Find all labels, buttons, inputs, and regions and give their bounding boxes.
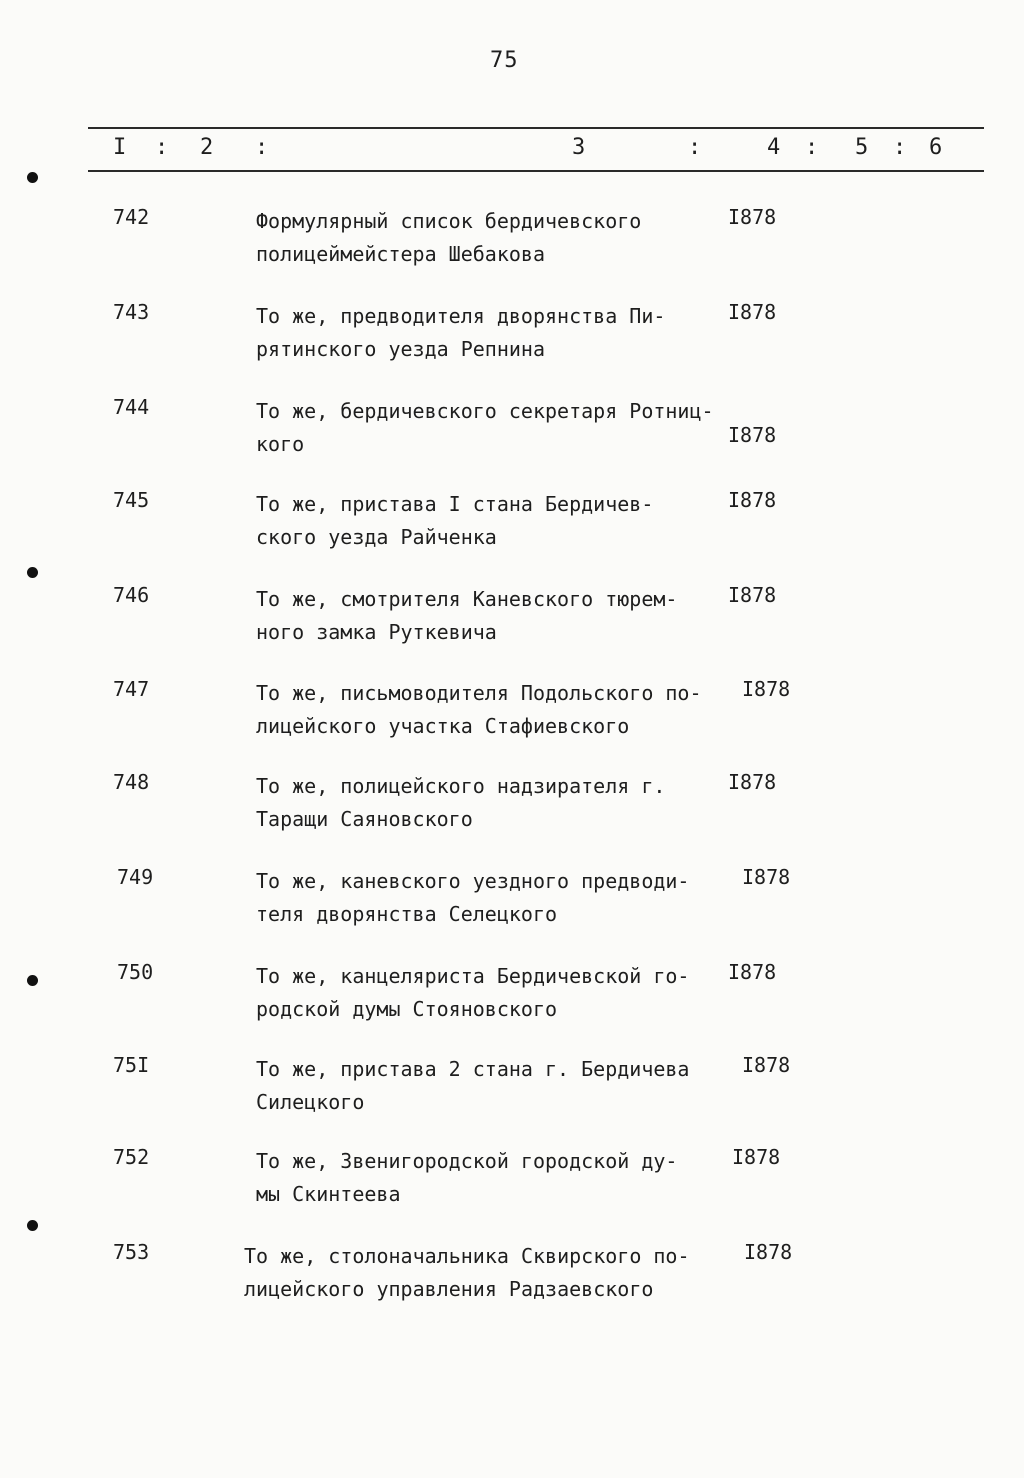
description-line: Таращи Саяновского — [256, 807, 473, 831]
column-separator: : — [805, 135, 819, 160]
entry-description — [256, 1053, 736, 1119]
column-separator: : — [893, 135, 907, 160]
description-line: теля дворянства Селецкого — [256, 902, 558, 926]
page-number: 75 — [490, 48, 519, 73]
entry-description — [256, 300, 736, 366]
description-line: мы Скинтеева — [256, 1182, 401, 1206]
column-separator: : — [255, 135, 269, 160]
entry-year: I878 — [728, 488, 777, 512]
entry-number: 749 — [117, 865, 154, 889]
entry-number: 747 — [113, 677, 150, 701]
entry-description — [256, 770, 736, 836]
column-separator: : — [688, 135, 702, 160]
binding-hole — [27, 975, 38, 986]
binding-hole — [27, 567, 38, 578]
list-item — [0, 488, 1024, 568]
entry-number: 746 — [113, 583, 150, 607]
column-separator: : — [155, 135, 169, 160]
list-item — [0, 205, 1024, 285]
entry-description — [256, 583, 736, 649]
entry-year: I878 — [744, 1240, 793, 1264]
entry-description — [244, 1240, 724, 1306]
description-line: То же, пристава 2 стана г. Бердичева — [256, 1057, 690, 1081]
description-line: родской думы Стояновского — [256, 997, 558, 1021]
entry-description — [256, 677, 736, 743]
entry-description — [256, 1145, 736, 1211]
table-top-rule — [88, 127, 984, 129]
entry-year: I878 — [728, 770, 777, 794]
description-line: полицеймейстера Шебакова — [256, 242, 545, 266]
entry-number: 75I — [113, 1053, 150, 1077]
list-item — [0, 770, 1024, 850]
list-item — [0, 1240, 1024, 1320]
entry-number: 743 — [113, 300, 150, 324]
entry-year: I878 — [742, 1053, 791, 1077]
entry-description — [256, 865, 736, 931]
list-item — [0, 677, 1024, 757]
description-line: То же, полицейского надзирателя г. — [256, 774, 666, 798]
list-item — [0, 583, 1024, 663]
list-item — [0, 960, 1024, 1040]
column-header-1: I — [113, 135, 127, 160]
binding-hole — [27, 172, 38, 183]
list-item — [0, 865, 1024, 945]
column-header-6: 6 — [929, 135, 943, 160]
column-header-4: 4 — [767, 135, 781, 160]
column-header-5: 5 — [855, 135, 869, 160]
binding-hole — [27, 1220, 38, 1231]
entry-number: 753 — [113, 1240, 150, 1264]
description-line: То же, смотрителя Каневского тюрем- — [256, 587, 678, 611]
entry-number: 742 — [113, 205, 150, 229]
description-line: То же, предводителя дворянства Пи- — [256, 304, 666, 328]
description-line: То же, письмоводителя Подольского по- — [256, 681, 702, 705]
entry-number: 752 — [113, 1145, 150, 1169]
description-line: То же, бердичевского секретаря Ротниц- — [256, 399, 714, 423]
entry-year: I878 — [728, 205, 777, 229]
column-header-2: 2 — [200, 135, 214, 160]
entry-number: 745 — [113, 488, 150, 512]
list-item — [0, 1145, 1024, 1225]
entry-year: I878 — [742, 865, 791, 889]
entry-description — [256, 488, 736, 554]
list-item — [0, 395, 1024, 475]
entry-year: I878 — [732, 1145, 781, 1169]
entry-number: 748 — [113, 770, 150, 794]
entry-year: I878 — [728, 300, 777, 324]
entry-year: I878 — [728, 583, 777, 607]
description-line: лицейского управления Радзаевского — [244, 1277, 654, 1301]
column-header-3: 3 — [572, 135, 586, 160]
table-bottom-rule — [88, 170, 984, 172]
entry-year: I878 — [742, 677, 791, 701]
description-line: То же, канцеляриста Бердичевской го- — [256, 964, 690, 988]
list-item — [0, 300, 1024, 380]
description-line: лицейского участка Стафиевского — [256, 714, 630, 738]
entry-number: 750 — [117, 960, 154, 984]
description-line: Силецкого — [256, 1090, 365, 1114]
entry-number: 744 — [113, 395, 150, 419]
list-item — [0, 1053, 1024, 1133]
entry-description — [256, 205, 736, 271]
entry-description — [256, 395, 736, 461]
entry-year: I878 — [728, 960, 777, 984]
entry-description — [256, 960, 736, 1026]
description-line: рятинского уезда Репнина — [256, 337, 545, 361]
description-line: кого — [256, 432, 305, 456]
description-line: Формулярный список бердичевского — [256, 209, 642, 233]
description-line: ного замка Руткевича — [256, 620, 497, 644]
entry-year: I878 — [728, 423, 777, 447]
description-line: То же, каневского уездного предводи- — [256, 869, 690, 893]
description-line: То же, столоначальника Сквирского по- — [244, 1244, 690, 1268]
description-line: То же, пристава I стана Бердичев- — [256, 492, 654, 516]
description-line: То же, Звенигородской городской ду- — [256, 1149, 678, 1173]
description-line: ского уезда Райченка — [256, 525, 497, 549]
